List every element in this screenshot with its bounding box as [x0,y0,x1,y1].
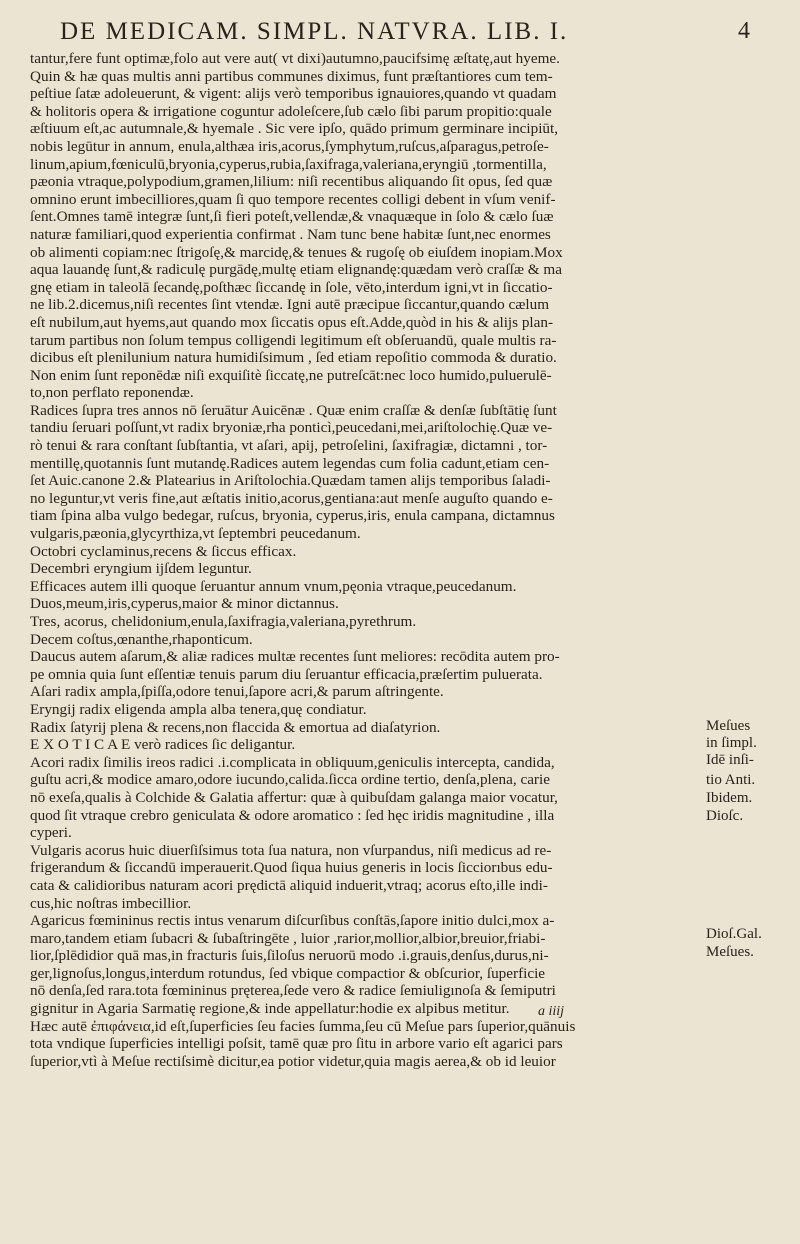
text-line: dicibus eſt plenilunium natura humidiſsimum , ſed etiam repoſitio commoda & duratio. [30,349,557,367]
body-text [30,50,700,1070]
text-line: ne lib.2.dicemus,niſi recentes ſint vtendæ. Igni autē præcipue ſiccantur,quando cælum [30,296,550,314]
text-line: frigerandum & ſiccandū imperauerit.Quod ſiqua huius generis in locis ſicciorıbus edu- [30,859,553,877]
signature-mark: a iiij [538,1004,565,1019]
text-line: tiam ſpina alba vulgo bedegar, ruſcus, bryonia, cyperus,iris, enula campana, dictamnus [30,507,555,525]
text-line: peſtiue ſatæ adoleuerunt, & vigent: alijs verò temporibus ignauiores,quando vt quadam [30,85,557,103]
text-line: Eryngij radix eligenda ampla alba tenera,quę condiatur. [30,700,367,718]
text-line: Non enim ſunt reponēdæ niſi exquiſitè ſiccatę,ne putreſcāt:nec loco humido,puluerulē- [30,366,552,384]
text-line: Efficaces autem illi quoque ſeruantur annum vnum,pęonia vtraque,peucedanum. [30,577,517,595]
text-line: no leguntur,vt veris fine,aut æſtatis initio,acorus,gentiana:aut menſe auguſto quando e- [30,489,553,507]
margin-note: Meſues. [706,944,754,960]
text-line: Duos,meum,iris,cyperus,maior & minor dictannus. [30,595,339,613]
text-line: maro,tandem etiam ſubacri & ſubaſtringēte , luior ,rarior,mollior,albior,breuior,friabi- [30,929,546,947]
text-line: tantur,fere funt optimæ,folo aut vere aut( vt dixi)autumno,paucifsimę æſtatę,aut hyeme. [30,50,560,67]
text-line: Acori radix ſimilis ireos radici .i.complicata in obliquum,geniculis intercepta, candida, [30,753,555,771]
margin-note: Dioſ.Gal. [706,926,762,942]
text-line: pæonia vtraque,polypodium,gramen,lilium: niſi recentibus aliquando ſit opus, ſed quæ [30,173,553,191]
text-line: nō exeſa,qualis à Colchide & Galatia affertur: quæ à quibuſdam galanga maior vocatur, [30,788,558,806]
text-line: mentillę,quotannis ſunt mutandę.Radices autem legendas cum folia cadunt,etiam cen- [30,454,550,472]
margin-note: Ibidem. [706,790,753,806]
text-line: eſt nubilum,aut hyems,aut quando mox ſiccatis opus eſt.Adde,quòd in his & alijs plan- [30,313,554,331]
text-line: Agaricus fœmininus rectis intus venarum diſcurſibus conſtās,ſapore initio dulci,mox a- [30,912,555,930]
text-line: gignitur in Agaria Sarmatię regione,& inde appellatur:hodie ex alpibus metitur. [30,1000,510,1018]
text-line: E X O T I C A E verò radices ſic deligantur. [30,736,296,754]
text-line: ger,lignoſus,longus,interdum rotundus, ſed vbique compactior & obſcurior, ſuperficie [30,964,546,982]
margin-note: in ſimpl. [706,735,757,751]
text-line: Decem coſtus,œnanthe,rhaponticum. [30,630,253,648]
text-line: gnę etiam in taleolā ſecandę,poſthæc ſiccandę in ſole, vēto,interdum igni,vt in ſiccatio- [30,278,553,296]
text-line: ſent.Omnes tamē integræ ſunt,ſi fieri poteſt,vellendæ,& vnaquæque in ſolo & cælo ſuæ [30,208,554,226]
text-line: ob alimenti copiam:nec ſtrigoſę,& marcidę,& tenues & rugoſę ob eiuſdem inopiam.Mox [30,243,563,261]
text-line: omnino erunt imbecilliores,quam ſi quo tempore recentes colligi debent in vſum venif- [30,190,556,208]
page-number: 4 [738,18,750,44]
text-line: æſtiuum eſt,ac autumnale,& hyemale . Sic vere ipſo, quādo primum germinare incipiūt, [30,120,559,138]
text-line: vulgaris,pæonia,glycyrthiza,vt ſeptembri peucedanum. [30,525,361,543]
margin-note: tio Anti. [706,772,756,788]
text-line: ſet Auic.canone 2.& Platearius in Ariſtolochia.Quædam tamen alijs temporibus ſaladi- [30,472,551,490]
margin-note: Dioſc. [706,808,744,824]
text-line: to,non perflato reponendæ. [30,384,194,402]
text-line: Daucus autem aſarum,& aliæ radices multæ recentes ſunt meliores: recōdita autem pro- [30,648,560,666]
text-line: Quin & hæ quas multis anni partibus communes diximus, funt præſtantiores cum tem- [30,67,553,85]
text-line: nobis legūtur in annum, enula,althæa iris,acorus,ſymphytum,ruſcus,aſparagus,petroſe- [30,137,549,155]
text-line: Octobri cyclaminus,recens & ſiccus efficax. [30,542,297,560]
text-line: lior,ſplēdidior quā mas,in fracturis ſuis,ſiloſus neruorū modo .i.grauis,denſus,durus,ni- [30,947,549,965]
text-line: cyperi. [30,824,72,842]
text-line: Hæc autē ἐπιφάνεια,id eſt,ſuperficies ſeu facies ſumma,ſeu cū Meſue pars ſuperior,quānuis [30,1017,576,1035]
text-line: aqua lauandę ſunt,& radiculę purgādę,multę etiam elignandę:quædam verò craſſæ & ma [30,261,562,279]
text-line: linum,apium,fœniculū,bryonia,cyperus,rubia,ſaxifraga,valeriana,eryngiū ,tormentilla, [30,155,547,173]
text-line: guſtu acri,& modice amaro,odore iucundo,calida.ſicca ordine tertio, denſa,plena, carie [30,771,550,789]
running-head: DE MEDICAM. SIMPL. NATVRA. LIB. I. [60,18,569,45]
text-line: rò tenui & rara conſtant ſubſtantia, vt aſari, apij, petroſelini, ſaxifragiæ, dictamni , tor- [30,437,548,455]
text-line: Vulgaris acorus huic diuerſiſsimus tota ſua natura, non vſurpandus, niſi medicus ad re- [30,841,552,859]
text-line: Aſari radix ampla,ſpiſſa,odore tenui,ſapore acri,& parum aſtringente. [30,683,444,701]
text-line: Decembri eryngium ijſdem leguntur. [30,560,252,578]
text-line: Radices ſupra tres annos nō ſeruātur Auicēnæ . Quæ enim craſſæ & denſæ ſubſtātię ſunt [30,401,557,419]
margin-note: Idē inſi- [706,752,754,768]
text-line: ſuperior,vtì à Meſue rectiſsimè dicitur,ea potior videtur,quia magis aerea,& ob id leuior [30,1052,556,1070]
text-line: tarum partibus non ſolum tempus colligendi legitimum eſt obſeruandū, quale multis ra- [30,331,557,349]
margin-note: Meſues [706,718,751,734]
text-line: quod ſit vtraque crebro geniculata & odore aromatico : ſed hęc iridis magnitudine , illa [30,806,555,824]
text-line: Tres, acorus, chelidonium,enula,ſaxifragia,valeriana,pyrethrum. [30,613,417,630]
text-line: cata & calidioribus naturam acori prędictā aliquid induerit,vtraq; acorus eſto,ille indi- [30,876,548,894]
text-line: tandiu ſeruari poſſunt,vt radix bryoniæ,rha ponticì,peucedani,mei,ariſtolochię.Quæ ve- [30,419,553,437]
text-line: cus,hic noſtras imbecillior. [30,894,192,912]
text-line: nō denſa,ſed rara.tota fœmininus pręterea,ſede vero & radice ſemiuligınoſa & ſemiputri [30,982,556,1000]
page-header [60,12,750,52]
text-line: tota vndique ſuperficies intelligi poſsit, tamē quæ pro ſitu in arbore vario eſt agarici pars [30,1035,563,1053]
text-line: & holitoris opera & irrigatione coguntur adoleſcere,ſub cælo ſibi parum propitio:quale [30,102,552,120]
text-line: naturæ familiari,quod experientia confirmat . Nam tunc bene habitæ ſunt,nec enormes [30,225,551,243]
text-line: pe omnia quia ſunt eſſentiæ tenuis parum diu ſeruantur efficacia,præſertim puluerata. [30,665,543,683]
text-line: Radix ſatyrij plena & recens,non flaccida & emortua ad diaſatyrion. [30,718,441,736]
